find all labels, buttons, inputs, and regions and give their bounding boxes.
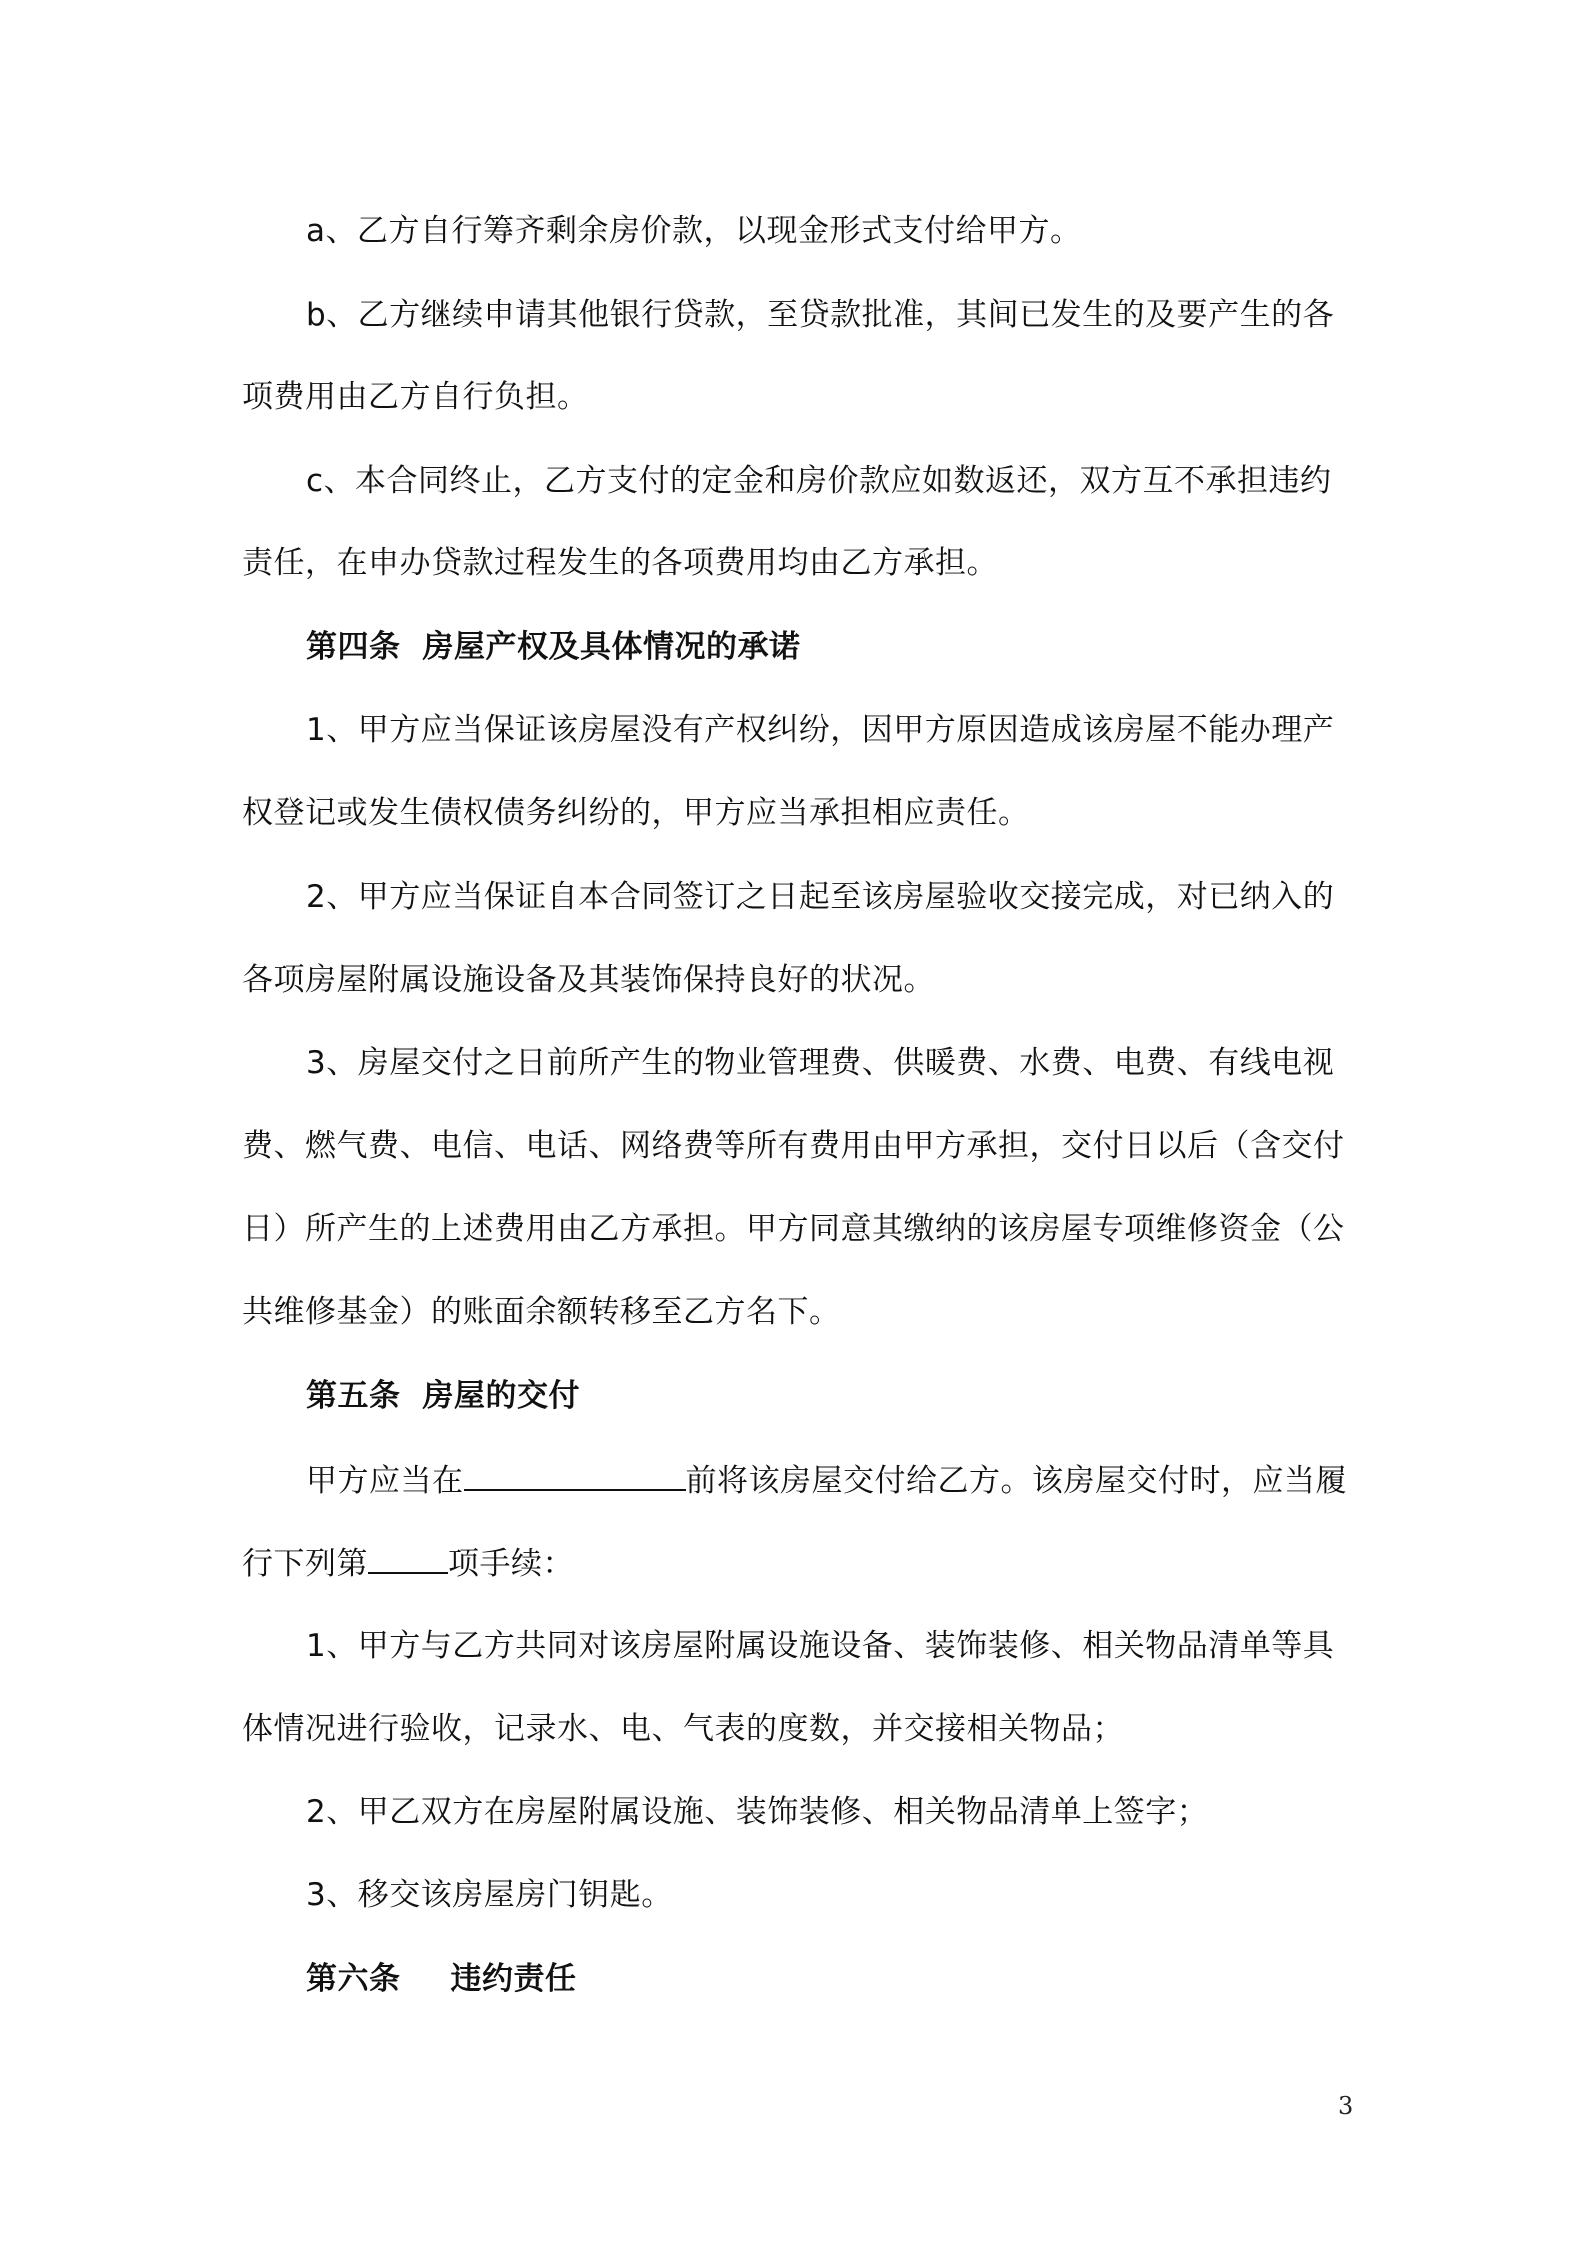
paragraph-line: b、乙方继续申请其他银行贷款，至贷款批准，其间已发生的及要产生的各 <box>306 297 1335 333</box>
paragraph-line: 日）所产生的上述费用由乙方承担。甲方同意其缴纳的该房屋专项维修资金（公 <box>242 1211 1345 1247</box>
article-title: 违约责任 <box>450 1961 577 1997</box>
paragraph-line: a、乙方自行筹齐剩余房价款，以现金形式支付给甲方。 <box>306 213 1082 249</box>
paragraph-line: 3、移交该房屋房门钥匙。 <box>306 1877 673 1913</box>
paragraph-line: 1、甲方与乙方共同对该房屋附属设施设备、装饰装修、相关物品清单等具 <box>306 1628 1335 1664</box>
paragraph-line: 2、甲方应当保证自本合同签订之日起至该房屋验收交接完成，对已纳入的 <box>306 879 1335 915</box>
delivery-date-blank <box>464 1459 686 1491</box>
article-heading <box>306 1959 1426 1999</box>
paragraph-line: 项费用由乙方自行负担。 <box>242 379 589 415</box>
article-title: 房屋产权及具体情况的承诺 <box>422 629 801 665</box>
article-number: 第四条 <box>306 629 401 665</box>
page-number: 3 <box>1338 2092 1354 2120</box>
article-heading <box>306 1376 1426 1416</box>
paragraph-line: 体情况进行验收，记录水、电、气表的度数，并交接相关物品； <box>242 1711 1124 1747</box>
paragraph-line: 3、房屋交付之日前所产生的物业管理费、供暖费、水费、电费、有线电视 <box>306 1045 1335 1081</box>
paragraph-line: 2、甲乙双方在房屋附属设施、装饰装修、相关物品清单上签字； <box>306 1794 1209 1830</box>
paragraph-line: 甲方应当在 前将该房屋交付给乙方。该房屋交付时，应当履 <box>306 1459 1426 1501</box>
paragraph-line: 费、燃气费、电信、电话、网络费等所有费用由甲方承担，交付日以后（含交付 <box>242 1128 1345 1164</box>
article-number: 第六条 <box>306 1961 401 1997</box>
article-number: 第五条 <box>306 1378 401 1414</box>
paragraph-line: 行下列第 项手续： <box>242 1542 1362 1584</box>
paragraph-line: 共维修基金）的账面余额转移至乙方名下。 <box>242 1294 841 1330</box>
article-heading <box>306 627 1426 667</box>
paragraph-line: 各项房屋附属设施设备及其装饰保持良好的状况。 <box>242 962 935 998</box>
paragraph-line: c、本合同终止，乙方支付的定金和房价款应如数返还，双方互不承担违约 <box>306 463 1332 499</box>
procedure-number-blank <box>368 1542 448 1574</box>
paragraph-line: 1、甲方应当保证该房屋没有产权纠纷，因甲方原因造成该房屋不能办理产 <box>306 712 1335 748</box>
paragraph-line: 权登记或发生债权债务纠纷的，甲方应当承担相应责任。 <box>242 795 1030 831</box>
article-title: 房屋的交付 <box>422 1378 580 1414</box>
paragraph-line: 责任，在申办贷款过程发生的各项费用均由乙方承担。 <box>242 545 998 581</box>
